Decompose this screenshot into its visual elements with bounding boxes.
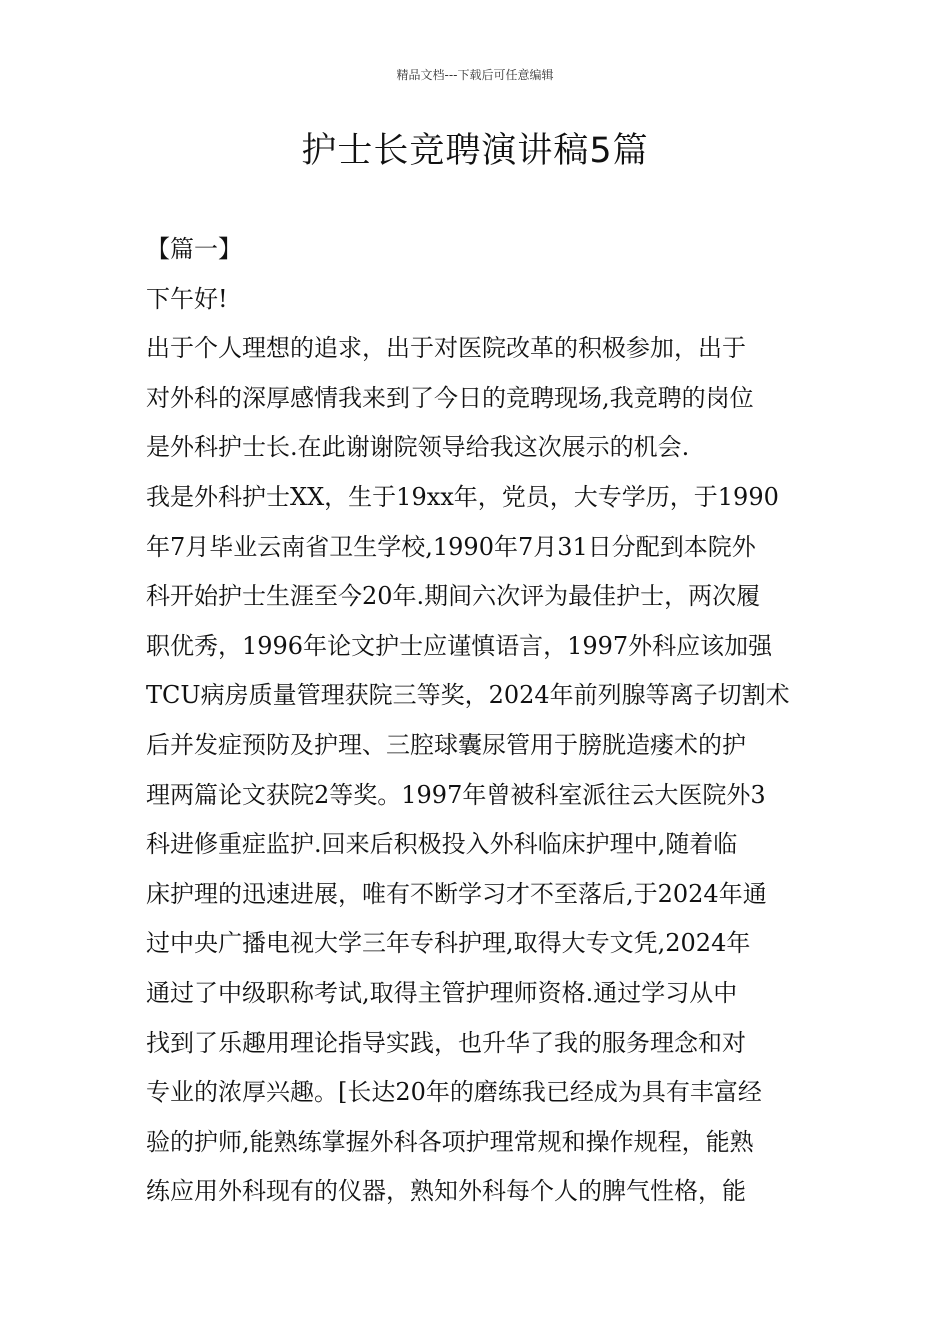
body-line: 练应用外科现有的仪器，熟知外科每个人的脾气性格，能 [146,1177,746,1206]
body-line: 科开始护士生涯至今20年.期间六次评为最佳护士，两次履 [146,582,761,611]
body-line: 年7月毕业云南省卫生学校,1990年7月31日分配到本院外 [146,532,756,561]
greeting: 下午好! [146,284,228,313]
body-line: 通过了中级职称考试,取得主管护理师资格.通过学习从中 [146,978,738,1007]
body-line: 床护理的迅速进展，唯有不断学习才不至落后,于2024年通 [146,879,767,908]
body-line: 过中央广播电视大学三年专科护理,取得大专文凭,2024年 [146,929,751,958]
body-line: 理两篇论文获院2等奖。1997年曾被科室派往云大医院外3 [146,780,766,809]
body-line: 专业的浓厚兴趣。[长达20年的磨练我已经成为具有丰富经 [146,1078,762,1107]
body-line: 我是外科护士XX，生于19xx年，党员，大专学历，于1990 [146,482,779,511]
body-line: 找到了乐趣用理论指导实践，也升华了我的服务理念和对 [146,1028,746,1057]
body-line: 验的护师,能熟练掌握外科各项护理常规和操作规程，能熟 [146,1127,754,1156]
body-line: 科进修重症监护.回来后积极投入外科临床护理中,随着临 [146,830,738,859]
document-body [146,225,816,1217]
document-title: 护士长竞聘演讲稿5篇 [301,131,649,171]
body-line: TCU病房质量管理获院三等奖，2024年前列腺等离子切割术 [146,681,790,710]
body-line: 是外科护士长.在此谢谢院领导给我这次展示的机会. [146,433,690,462]
body-line: 职优秀，1996年论文护士应谨慎语言，1997外科应该加强 [146,631,773,660]
body-line: 出于个人理想的追求，出于对医院改革的积极参加，出于 [146,334,746,363]
body-line: 后并发症预防及护理、三腔球囊尿管用于膀胱造瘘术的护 [146,730,746,759]
body-line: 对外科的深厚感情我来到了今日的竞聘现场,我竞聘的岗位 [146,383,754,412]
header-note: 精品文档---下载后可任意编辑 [396,68,554,82]
section-label: 【篇一】 [146,235,242,263]
